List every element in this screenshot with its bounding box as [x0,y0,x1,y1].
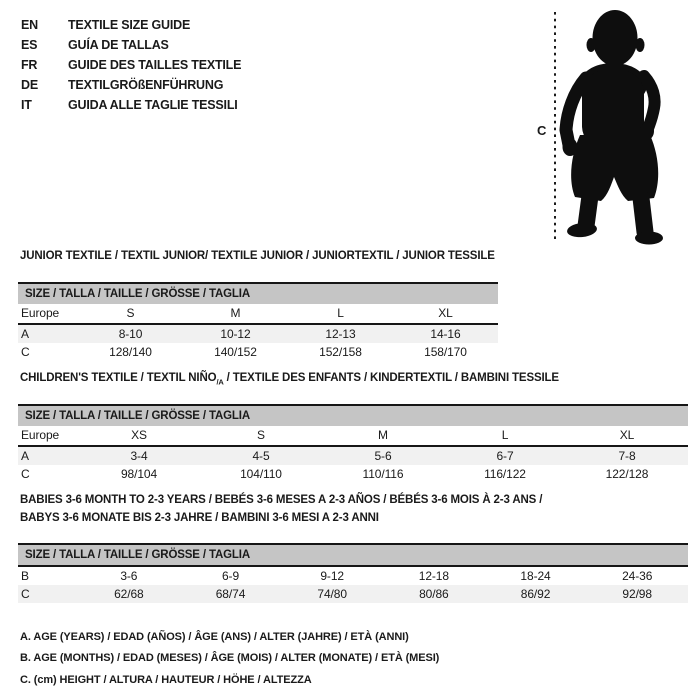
value-cell: 80/86 [419,587,449,601]
toddler-silhouette [540,5,675,255]
value-cell: 12-13 [325,327,356,341]
value-cell: 12-18 [418,569,449,583]
value-cell: 110/116 [362,467,404,481]
language-code: ES [21,38,38,52]
language-code: FR [21,58,38,72]
value-cell: 10-12 [220,327,251,341]
legend-height: C. (cm) HEIGHT / ALTURA / HAUTEUR / HÖHE / ALTEZZA [20,673,312,686]
table-header-size: SIZE / TALLA / TAILLE / GRÖSSE / TAGLIA [18,545,688,565]
table-row-age-months [18,567,688,585]
height-measure-label: C [537,123,547,138]
babies-size-table [18,543,688,603]
value-cell: 6-7 [496,449,514,463]
guide-title: GUÍA DE TALLAS [68,38,169,52]
table-row-age [18,325,498,343]
language-row-de [21,75,241,95]
value-cell: 104/110 [240,467,282,481]
value-cell: 74/80 [317,587,347,601]
table-row-height [18,465,688,483]
table-row-europe [18,304,498,323]
figure-area [540,5,675,255]
value-cell: 128/140 [109,345,152,359]
table-row-height [18,343,498,361]
title-rest: / TEXTILE DES ENFANTS / KINDERTEXTIL / BAMBINI TESSILE [223,372,559,384]
title-line1: BABIES 3-6 MONTH TO 2-3 YEARS / BEBÉS 3-6 MESES A 2-3 AÑOS / BÉBÉS 3-6 MOIS À 2-3 ANS / [20,494,543,506]
value-cell: 9-12 [320,569,344,583]
size-cell: S [126,306,135,320]
language-row-en [21,15,241,35]
row-label: Europe [21,306,60,320]
row-label: C [21,587,30,601]
row-label: A [21,449,29,463]
language-code: EN [21,18,38,32]
table-row-height [18,585,688,603]
children-size-table [18,404,688,483]
value-cell: 98/104 [120,467,158,481]
row-label: Europe [21,428,60,442]
guide-title: GUIDE DES TAILLES TEXTILE [68,58,242,72]
value-cell: 68/74 [215,587,246,601]
legend-age-years: A. AGE (YEARS) / EDAD (AÑOS) / ÂGE (ANS) / ALTER (JAHRE) / ETÀ (ANNI) [20,630,409,643]
legend-age-months: B. AGE (MONTHS) / EDAD (MESES) / ÂGE (MOIS) / ALTER (MONATE) / ETÀ (MESI) [20,652,440,665]
language-code: DE [21,78,38,92]
language-row-es [21,35,241,55]
size-cell: M [378,428,388,442]
value-cell: 3-6 [120,569,138,583]
table-header-size: SIZE / TALLA / TAILLE / GRÖSSE / TAGLIA [18,284,498,304]
language-row-it [21,95,241,115]
value-cell: 116/122 [484,467,526,481]
value-cell: 14-16 [430,327,461,341]
value-cell: 5-6 [374,449,392,463]
toddler-body [563,10,664,245]
language-title-list [21,15,241,115]
size-cell: XL [438,306,453,320]
guide-title: TEXTILGRÖßENFÜHRUNG [68,78,224,92]
table-row-age [18,447,688,465]
language-row-fr [21,55,241,75]
row-label: C [21,345,30,359]
value-cell: 152/158 [319,345,362,359]
value-cell: 4-5 [252,449,270,463]
value-cell: 62/68 [114,587,144,601]
table-header-size: SIZE / TALLA / TAILLE / GRÖSSE / TAGLIA [18,406,688,426]
legend [20,626,439,691]
title-main: CHILDREN'S TEXTILE / TEXTIL NIÑO [20,372,217,384]
title-subscript: /A [216,377,224,387]
value-cell: 6-9 [221,569,240,583]
value-cell: 86/92 [520,587,551,601]
value-cell: 7-8 [618,449,636,463]
size-cell: L [501,428,509,442]
size-cell: XL [619,428,635,442]
section-title-children [20,372,559,386]
value-cell: 24-36 [622,569,653,583]
value-cell: 18-24 [520,569,551,583]
value-cell: 3-4 [130,449,148,463]
value-cell: 158/170 [424,345,467,359]
section-title-babies [20,492,580,527]
section-title-junior: JUNIOR TEXTILE / TEXTIL JUNIOR/ TEXTILE JUNIOR / JUNIORTEXTIL / JUNIOR TESSILE [20,250,495,262]
junior-size-table [18,282,498,361]
size-cell: M [230,306,241,320]
row-label: C [21,467,30,481]
row-label: A [21,327,29,341]
size-cell: XS [131,428,147,442]
value-cell: 140/152 [214,345,257,359]
guide-title: TEXTILE SIZE GUIDE [68,18,191,32]
table-row-europe [18,426,688,445]
size-cell: L [337,306,344,320]
title-line2: BABYS 3-6 MONATE BIS 2-3 JAHRE / BAMBINI 3-6 MESI A 2-3 ANNI [20,511,379,524]
size-cell: S [257,428,265,442]
value-cell: 8-10 [118,327,143,341]
row-label: B [21,569,29,583]
value-cell: 122/128 [605,467,649,481]
guide-title: GUIDA ALLE TAGLIE TESSILI [68,98,238,112]
value-cell: 92/98 [622,587,652,601]
language-code: IT [21,98,32,112]
